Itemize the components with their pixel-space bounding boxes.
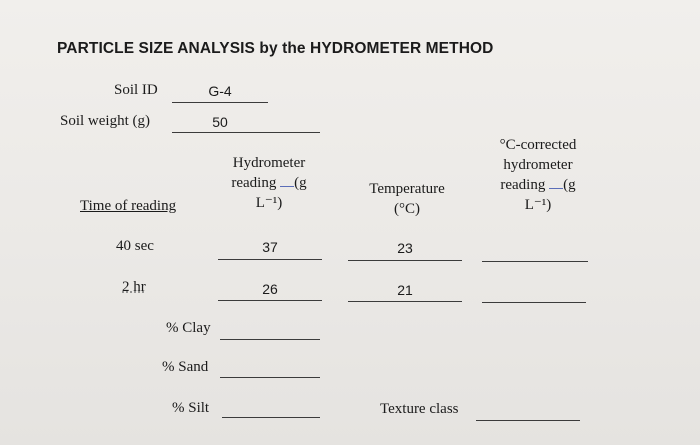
row1-hydrometer-value[interactable]: 37	[262, 239, 278, 255]
hydrometer-unit-blank	[280, 174, 294, 187]
silt-label: % Silt	[172, 400, 210, 416]
hydrometer-header-reading: reading	[231, 175, 277, 191]
hydrometer-header	[214, 153, 324, 213]
soil-id-value[interactable]: G-4	[208, 83, 232, 99]
sand-line[interactable]	[220, 377, 320, 378]
row1-corrected-line	[482, 261, 588, 262]
page-title: PARTICLE SIZE ANALYSIS by the HYDROMETER METHOD	[57, 40, 494, 57]
row1-temperature-value[interactable]: 23	[397, 240, 413, 256]
row2-temperature-line	[348, 301, 462, 302]
corrected-header	[481, 135, 595, 215]
soil-weight-line	[172, 132, 320, 133]
corrected-unit-close: L⁻¹)	[524, 197, 552, 213]
corrected-unit-blank	[549, 176, 563, 189]
hydrometer-unit-close: L⁻¹)	[255, 195, 283, 211]
clay-label: % Clay	[166, 320, 211, 336]
row1-time: 40 sec	[116, 238, 154, 254]
soil-id-label: Soil ID	[114, 82, 158, 98]
hydrometer-unit-open: (g	[294, 175, 307, 191]
silt-line[interactable]	[222, 417, 320, 418]
row2-hydrometer-line	[218, 300, 322, 301]
row1-temperature-line	[348, 260, 462, 261]
row2-time	[122, 279, 146, 296]
texture-class-label: Texture class	[380, 401, 459, 417]
corrected-header-line2: hydrometer	[503, 157, 573, 173]
temperature-header	[352, 179, 462, 219]
texture-class-line[interactable]	[476, 420, 580, 421]
row2-temperature-value[interactable]: 21	[397, 282, 413, 298]
sand-label: % Sand	[162, 359, 209, 375]
temperature-header-line1: Temperature	[369, 181, 445, 197]
soil-weight-value[interactable]: 50	[212, 114, 228, 130]
time-of-reading-header: Time of reading	[80, 198, 177, 214]
corrected-header-reading: reading	[500, 177, 546, 193]
hydrometer-header-line2	[214, 173, 324, 193]
temperature-header-line2: (°C)	[394, 201, 420, 217]
row2-hydrometer-value[interactable]: 26	[262, 281, 278, 297]
soil-weight-label: Soil weight (g)	[60, 113, 150, 129]
soil-id-line	[172, 102, 268, 103]
row1-hydrometer-line	[218, 259, 322, 260]
row2-time-text: 2 hr	[122, 279, 146, 295]
clay-line[interactable]	[220, 339, 320, 340]
corrected-header-line1: °C-corrected	[499, 137, 577, 153]
hydrometer-header-line1: Hydrometer	[232, 155, 306, 171]
row2-corrected-line	[482, 302, 586, 303]
corrected-header-line3	[481, 175, 595, 195]
corrected-unit-open: (g	[563, 177, 576, 193]
